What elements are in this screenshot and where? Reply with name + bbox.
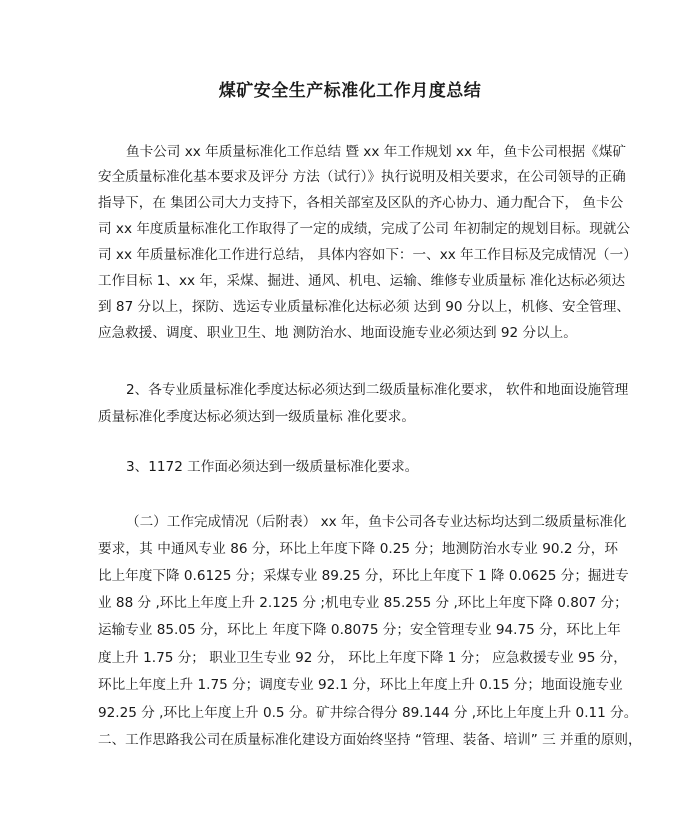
text-line: 指导下，在 集团公司大力支持下，各相关部室及区队的齐心协力、通力配合下， 鱼卡公 [98,195,624,211]
text-line: 司 xx 年质量标准化工作进行总结， 具体内容如下：一、xx 年工作目标及完成情况（一） [98,247,637,263]
text-line: 工作目标 1、xx 年，采煤、掘进、通风、机电、运输、维修专业质量标 准化达标必须达 [98,273,626,289]
text-line: 92.25 分 ,环比上年度上升 0.5 分。矿井综合得分 89.144 分 ,环比上年度上升 0.11 分。 [98,705,638,721]
text-line: 环比上年度上升 1.75 分；调度专业 92.1 分，环比上年度上升 0.15 分；地面设施专业 [98,677,623,693]
text-line: 度上升 1.75 分； 职业卫生专业 92 分， 环比上年度下降 1 分； 应急救援专业 95 分， [98,650,627,666]
text-line: 要求，其 中通风专业 86 分，环比上年度下降 0.25 分；地测防治水专业 90.2 分，环 [98,541,618,557]
text-line: 质量标准化季度达标必须达到一级质量标 准化要求。 [98,409,415,425]
text-line: 应急救援、调度、职业卫生、地 测防治水、地面设施专业必须达到 92 分以上。 [98,325,577,341]
text-line: 二、工作思路我公司在质量标准化建设方面始终坚持 “管理、装备、培训” 三 并重的原则， [98,732,642,748]
document-title: 煤矿安全生产标准化工作月度总结 [218,81,482,101]
text-line: 鱼卡公司 xx 年质量标准化工作总结 暨 xx 年工作规划 xx 年，鱼卡公司根据《煤矿 [126,144,626,160]
text-line: 到 87 分以上，探防、选运专业质量标准化达标必须 达到 90 分以上，机修、安全管理、 [98,299,630,315]
text-line: 运输专业 85.05 分，环比上 年度下降 0.8075 分；安全管理专业 94.75 分，环比上年 [98,622,621,638]
text-line: 3、1172 工作面必须达到一级质量标准化要求。 [126,459,419,475]
text-line: 司 xx 年度质量标准化工作取得了一定的成绩，完成了公司 年初制定的规划目标。现就公 [98,221,631,237]
text-line: （二）工作完成情况（后附表） xx 年，鱼卡公司各专业达标均达到二级质量标准化 [126,514,627,530]
text-line: 安全质量标准化基本要求及评分 方法（试行）》执行说明及相关要求，在公司领导的正确 [98,169,626,185]
text-line: 2、各专业质量标准化季度达标必须达到二级质量标准化要求， 软件和地面设施管理 [126,382,629,398]
text-line: 业 88 分 ,环比上年度上升 2.125 分 ;机电专业 85.255 分 ,环比上年度下降 0.807 分； [98,595,628,611]
text-line: 比上年度下降 0.6125 分；采煤专业 89.25 分，环比上年度下 1 降 0.0625 分；掘进专 [98,568,629,584]
